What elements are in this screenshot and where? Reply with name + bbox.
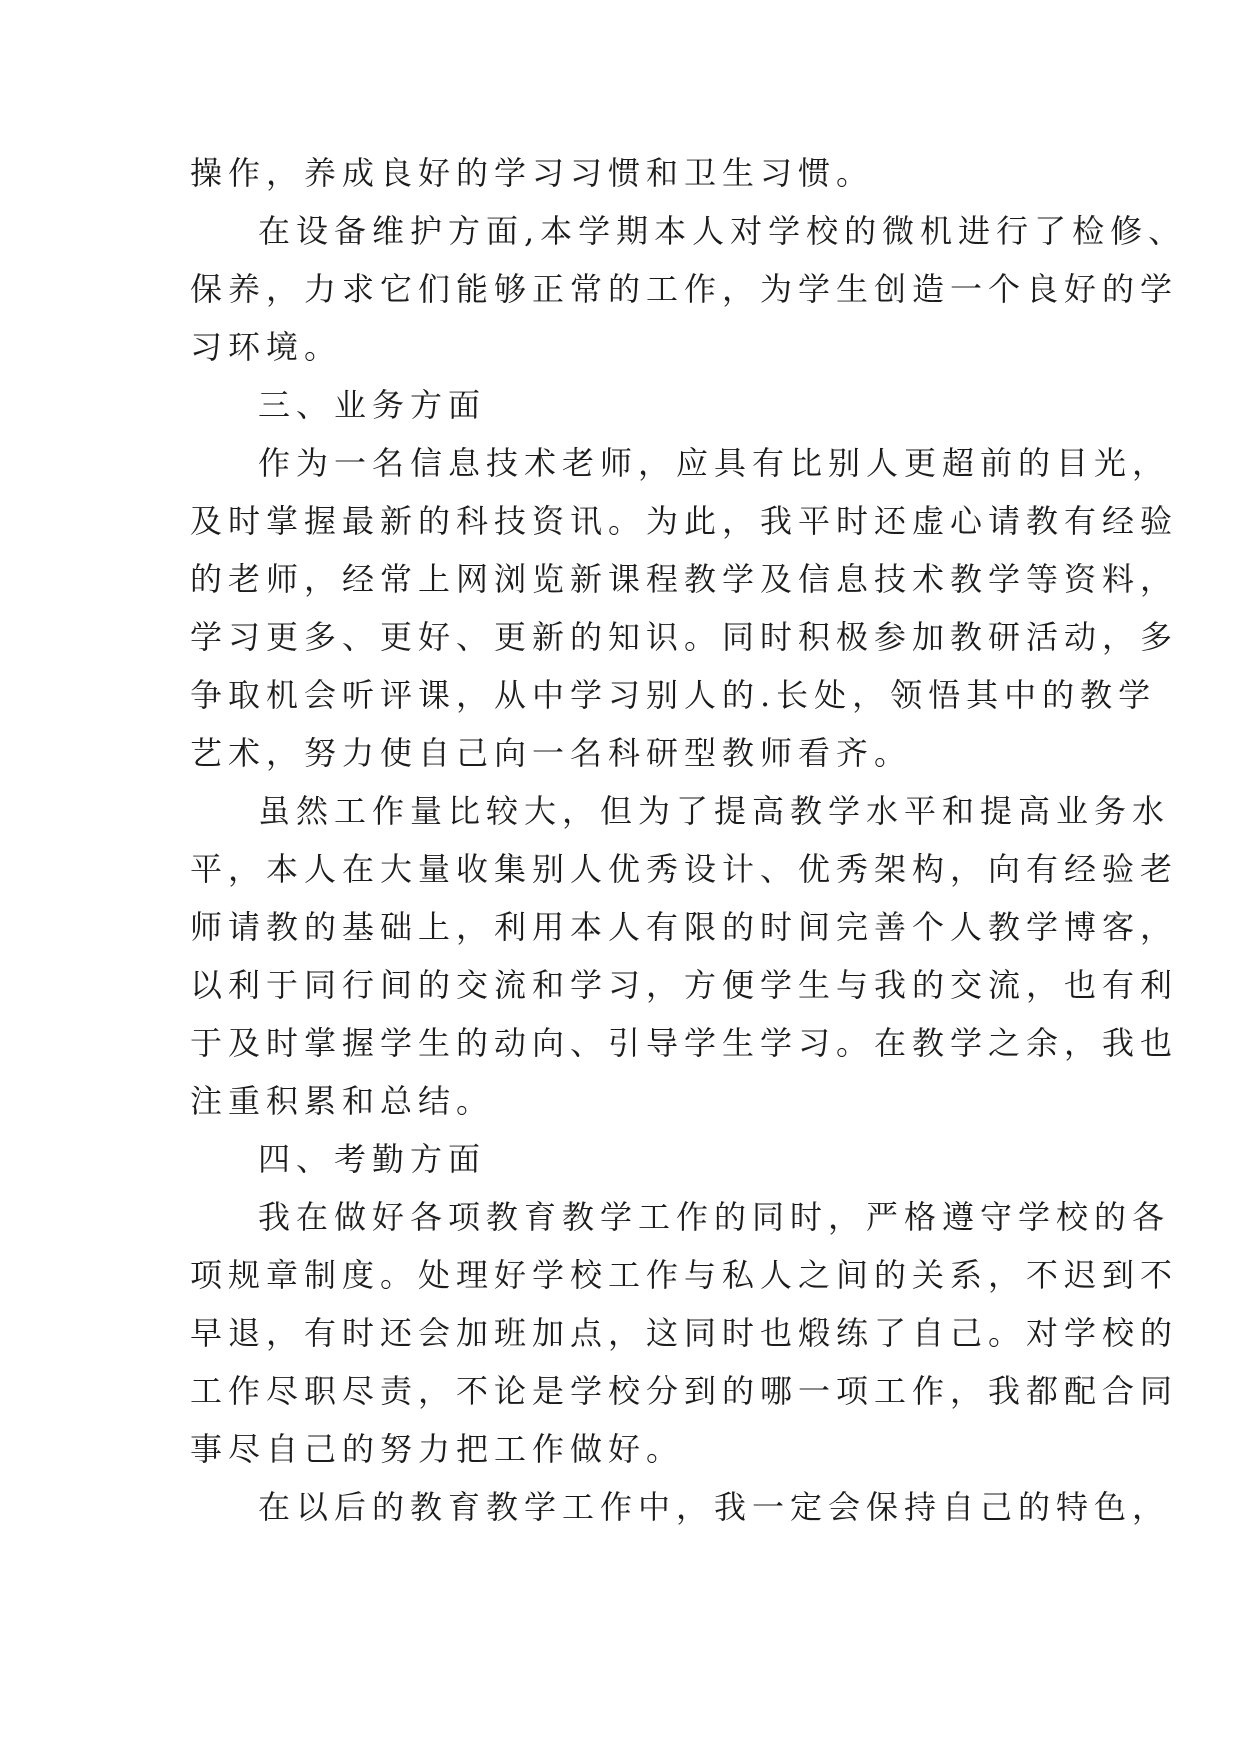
paragraph-start-line: 我在做好各项教育教学工作的同时，严格遵守学校的各 <box>258 1198 1171 1236</box>
text-line: 于及时掌握学生的动向、引导学生学习。在教学之余，我也 <box>190 1024 1179 1062</box>
paragraph-start-line: 虽然工作量比较大，但为了提高教学水平和提高业务水 <box>258 792 1171 830</box>
section-heading: 四、考勤方面 <box>258 1140 487 1178</box>
text-line: 早退，有时还会加班加点，这同时也煅练了自己。对学校的 <box>190 1314 1179 1352</box>
text-line: 师请教的基础上，利用本人有限的时间完善个人教学博客， <box>190 908 1179 946</box>
text-line: 习环境。 <box>190 328 343 366</box>
text-line: 保养，力求它们能够正常的工作，为学生创造一个良好的学 <box>190 270 1179 308</box>
text-line: 事尽自己的努力把工作做好。 <box>190 1430 685 1468</box>
text-line: 注重积累和总结。 <box>190 1082 495 1120</box>
text-line: 及时掌握最新的科技资讯。为此，我平时还虚心请教有经验 <box>190 502 1179 540</box>
paragraph-start-line: 在以后的教育教学工作中，我一定会保持自己的特色， <box>258 1488 1171 1526</box>
text-line: 操作，养成良好的学习习惯和卫生习惯。 <box>190 154 875 192</box>
text-line: 项规章制度。处理好学校工作与私人之间的关系，不迟到不 <box>190 1256 1179 1294</box>
paragraph-start-line: 在设备维护方面,本学期本人对学校的微机进行了检修、 <box>258 212 1187 250</box>
text-line: 平，本人在大量收集别人优秀设计、优秀架构，向有经验老 <box>190 850 1179 888</box>
text-line: 以利于同行间的交流和学习，方便学生与我的交流，也有利 <box>190 966 1179 1004</box>
paragraph-start-line: 作为一名信息技术老师，应具有比别人更超前的目光， <box>258 444 1171 482</box>
section-heading: 三、业务方面 <box>258 386 487 424</box>
text-line: 工作尽职尽责，不论是学校分到的哪一项工作，我都配合同 <box>190 1372 1179 1410</box>
text-line: 的老师，经常上网浏览新课程教学及信息技术教学等资料， <box>190 560 1179 598</box>
text-line: 学习更多、更好、更新的知识。同时积极参加教研活动，多 <box>190 618 1179 656</box>
text-line: 争取机会听评课，从中学习别人的.长处，领悟其中的教学 <box>190 676 1157 714</box>
text-line: 艺术，努力使自己向一名科研型教师看齐。 <box>190 734 913 772</box>
